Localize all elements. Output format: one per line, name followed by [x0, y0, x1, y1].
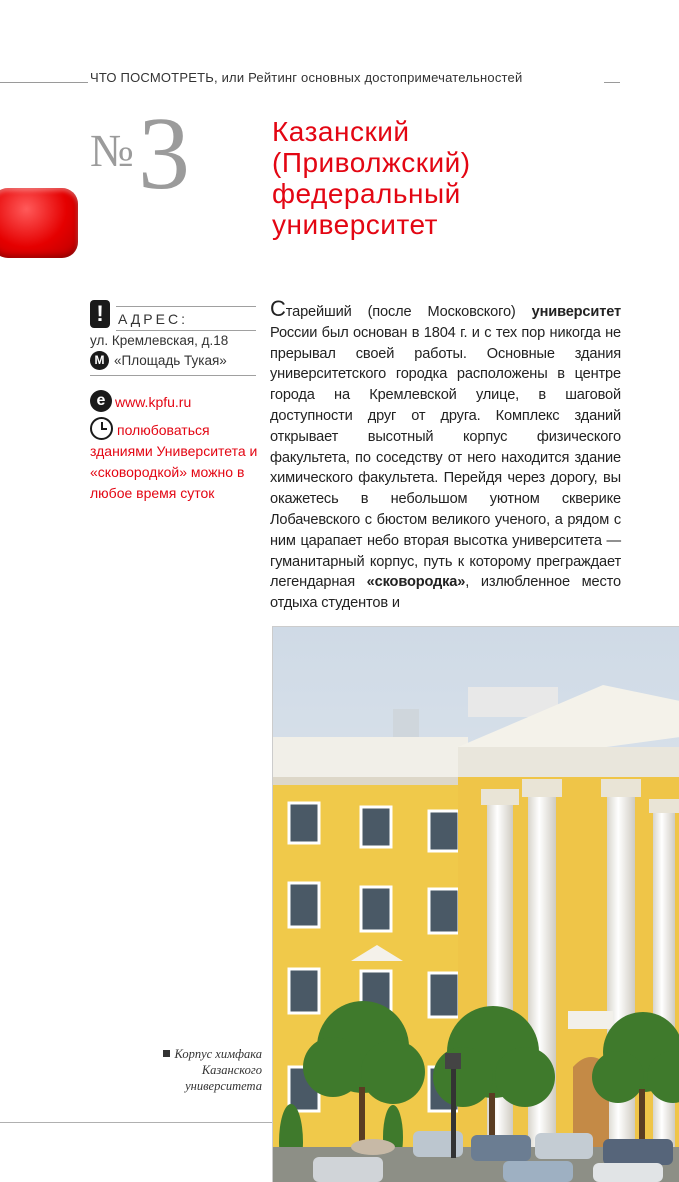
title-line: Казанский	[272, 116, 410, 147]
sidebar-rule-top	[116, 306, 256, 307]
section-name: ЧТО ПОСМОТРЕТЬ	[90, 70, 214, 85]
running-header	[90, 70, 522, 85]
address-street: ул. Кремлевская, д.18	[90, 333, 229, 348]
web-icon: e	[90, 390, 112, 412]
title-line: университет	[272, 209, 438, 240]
header-rule-right	[604, 82, 620, 83]
photo-caption	[120, 1046, 262, 1094]
address-label: АДРЕС:	[118, 311, 188, 327]
university-building-photo	[272, 626, 679, 1182]
header-rule-left	[0, 82, 88, 83]
bottom-rule	[0, 1122, 272, 1123]
exclamation-icon: !	[90, 300, 110, 328]
drop-cap: С	[270, 296, 286, 321]
section-subtitle: , или Рейтинг основных достопримечательностей	[213, 70, 523, 85]
visiting-tip: полюбоваться зданиями Университета и «сковородкой» можно в любое время суток	[90, 422, 258, 501]
body-bold-term: университет	[531, 304, 621, 320]
red-tab-marker	[0, 188, 78, 258]
caption-line: Казанского	[201, 1063, 262, 1077]
title-line: (Приволжский)	[272, 147, 471, 178]
sidebar-rule-mid	[116, 330, 256, 331]
caption-line: Корпус химфака	[174, 1047, 262, 1061]
title-line: федеральный	[272, 178, 461, 209]
article-body	[270, 298, 621, 614]
page-title	[272, 116, 652, 240]
metro-station: «Площадь Тукая»	[114, 353, 227, 368]
caption-bullet	[163, 1050, 170, 1057]
body-text-part: России был основан в 1804 г. и с тех пор никогда не прерывал своей работы. Основные здания университетского городка расположены в центре города на Кремлевской улице, в шаговой доступности друг от друга. Комплекс зданий открывает высотный корпус физического факультета, по соседству от него находится здание химического факультета. Перейдя через дорогу, вы окажетесь в небольшом уютном скверике Лобачевского с бюстом великого ученого, а рядом с ним царапает небо вторая высотка университета — гуманитарный корпус, путь к которому преграждает легендарная	[270, 324, 621, 591]
body-text-part: , излюбленное место отдыха студентов и	[270, 574, 621, 612]
body-bold-term: «сковородка»	[366, 574, 466, 591]
metro-icon: M	[90, 351, 109, 370]
rank-digit: 3	[138, 96, 190, 211]
number-sign: №	[90, 125, 131, 176]
body-text-part: тарейший (после Московского)	[285, 304, 532, 320]
caption-line: университета	[185, 1079, 262, 1093]
sidebar-rule-bottom	[90, 375, 256, 376]
website-link[interactable]: www.kpfu.ru	[115, 394, 192, 410]
building-illustration	[273, 627, 679, 1182]
